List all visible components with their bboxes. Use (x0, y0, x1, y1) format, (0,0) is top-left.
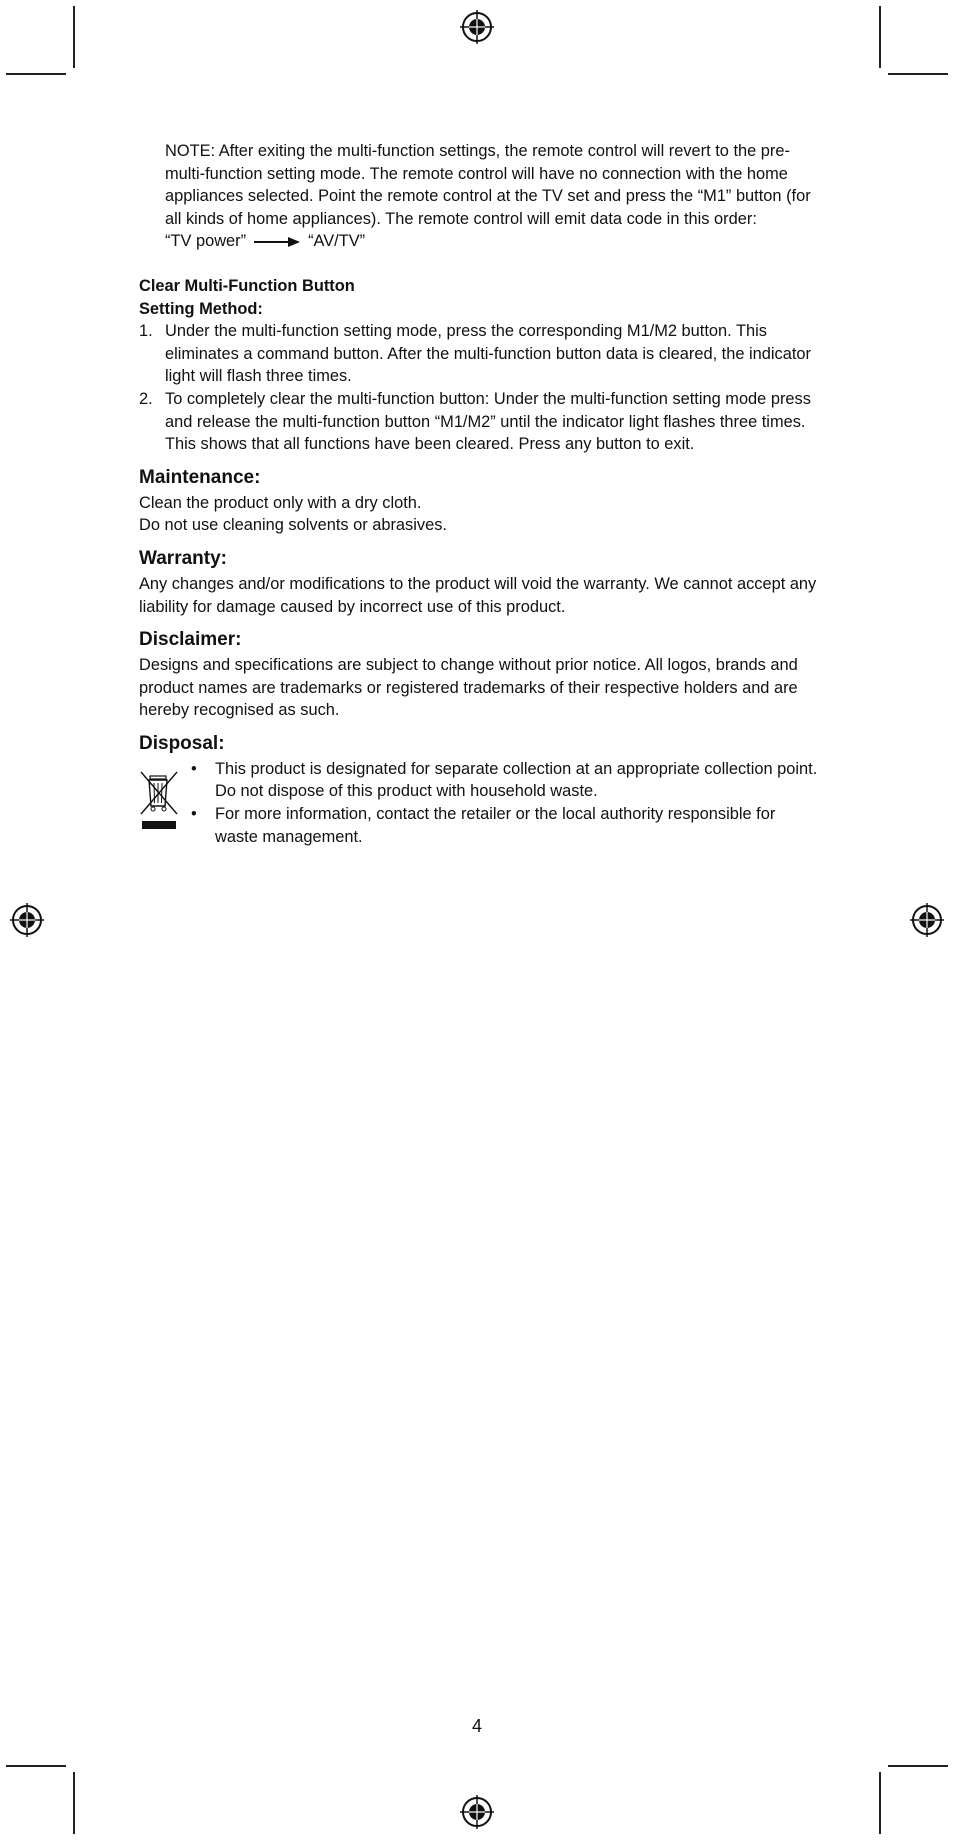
maintenance-heading: Maintenance: (139, 466, 261, 488)
document-content (139, 140, 819, 848)
step-text: To completely clear the multi-function button: Under the multi-function setting mode press and release the multi-function button “M1/M2” until the indicator light flashes three times. This shows that all functions have been cleared. Press any button to exit. (165, 389, 811, 454)
setting-steps (139, 320, 819, 456)
crop-mark-top-left-h (6, 73, 66, 75)
flow-from-label: “TV power” (165, 232, 247, 251)
disposal-item-text: For more information, contact the retailer or the local authority responsible for waste management. (215, 805, 776, 846)
registration-mark-top-icon (460, 10, 494, 44)
crop-mark-bottom-right-h (888, 1765, 948, 1767)
step-number: 2. (139, 389, 153, 408)
disposal-heading: Disposal: (139, 732, 225, 754)
crop-mark-top-right-h (888, 73, 948, 75)
warranty-heading: Warranty: (139, 547, 227, 569)
page-number: 4 (471, 1716, 482, 1736)
clear-section-title: Clear Multi-Function Button (139, 276, 355, 295)
list-item (139, 320, 819, 388)
note-block (165, 140, 819, 253)
crop-mark-top-right-v (879, 6, 881, 68)
registration-mark-bottom-icon (460, 1795, 494, 1829)
registration-mark-left-icon (10, 903, 44, 937)
maintenance-line: Clean the product only with a dry cloth. (139, 493, 422, 512)
bullet-icon: • (191, 805, 197, 824)
list-item (191, 803, 819, 848)
flow-to-label: “AV/TV” (308, 232, 366, 251)
bullet-icon: • (191, 759, 197, 778)
step-text: Under the multi-function setting mode, press the corresponding M1/M2 button. This eliminates a command button. After the multi-function button data is cleared, the indicator light will flash three times. (165, 322, 811, 386)
registration-mark-right-icon (910, 903, 944, 937)
disposal-block (139, 758, 819, 848)
arrow-right-icon (254, 236, 300, 248)
disposal-item-text: This product is designated for separate collection at an appropriate collection point. Do not dispose of this product with household waste. (215, 759, 818, 801)
disclaimer-text: Designs and specifications are subject to change without prior notice. All logos, brands and product names are trademarks or registered trademarks of their respective holders and are hereby recognised as such. (139, 656, 798, 720)
crop-mark-bottom-left-h (6, 1765, 66, 1767)
warranty-text: Any changes and/or modifications to the product will void the warranty. We cannot accept any liability for damage caused by incorrect use of this product. (139, 574, 817, 616)
weee-crossed-bin-icon (139, 758, 191, 848)
clear-multifunction-section (139, 275, 819, 456)
step-number: 1. (139, 322, 153, 341)
list-item (191, 758, 819, 803)
crop-mark-bottom-left-v (73, 1772, 75, 1834)
disclaimer-heading: Disclaimer: (139, 629, 242, 651)
data-code-flow (165, 230, 819, 253)
crop-mark-bottom-right-v (879, 1772, 881, 1834)
crop-mark-top-left-v (73, 6, 75, 68)
disposal-list (191, 758, 819, 848)
clear-section-subtitle: Setting Method: (139, 299, 263, 318)
maintenance-line: Do not use cleaning solvents or abrasives. (139, 516, 447, 535)
list-item (139, 388, 819, 456)
note-text: NOTE: After exiting the multi-function settings, the remote control will revert to the pre-multi-function setting mode. The remote control will have no connection with the home appliances selected. Point the remote control at the TV set and press the “M1” button (for all kinds of home appliances). The remote control will emit data code in this order: (165, 142, 811, 228)
